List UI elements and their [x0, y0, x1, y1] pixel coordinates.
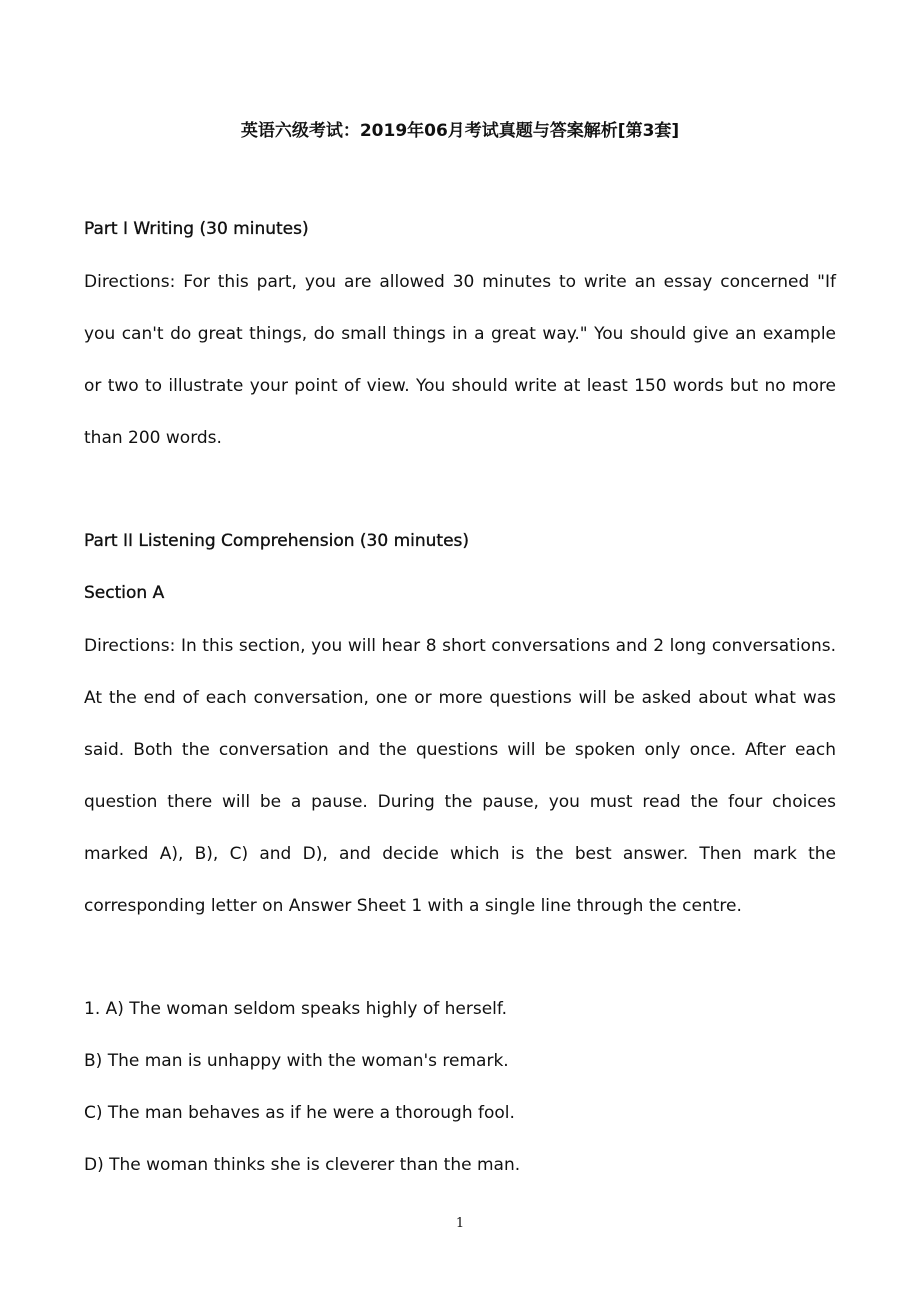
question1-option-d: D) The woman thinks she is cleverer than the man. [84, 1155, 521, 1175]
document-title: 英语六级考试：2019年06月考试真题与答案解析[第3套] [240, 121, 680, 141]
page-number: 1 [455, 1216, 465, 1231]
part2-heading: Part II Listening Comprehension (30 minutes) [84, 531, 470, 551]
part1-heading: Part I Writing (30 minutes) [84, 219, 309, 239]
section-a-directions: Directions: In this section, you will hear 8 short conversations and 2 long conversations. At the end of each conversation, one or more questions will be asked about what was said. Both the conversation and the questions will be spoken only once. After each question there will be a pause. During the pause, you must read the four choices marked A), B), C) and D), and decide which is the best answer. Then mark the corresponding letter on Answer Sheet 1 with a single line through the centre. [84, 636, 836, 916]
section-a-heading: Section A [84, 583, 165, 603]
part1-directions: Directions: For this part, you are allowed 30 minutes to write an essay concerned "If you can't do great things, do small things in a great way." You should give an example or two to illustrate your point of view. You should write at least 150 words but no more than 200 words. [84, 272, 836, 448]
question1-option-c: C) The man behaves as if he were a thorough fool. [84, 1103, 515, 1123]
question1-option-a: 1. A) The woman seldom speaks highly of herself. [84, 999, 508, 1019]
question1-option-b: B) The man is unhappy with the woman's remark. [84, 1051, 509, 1071]
